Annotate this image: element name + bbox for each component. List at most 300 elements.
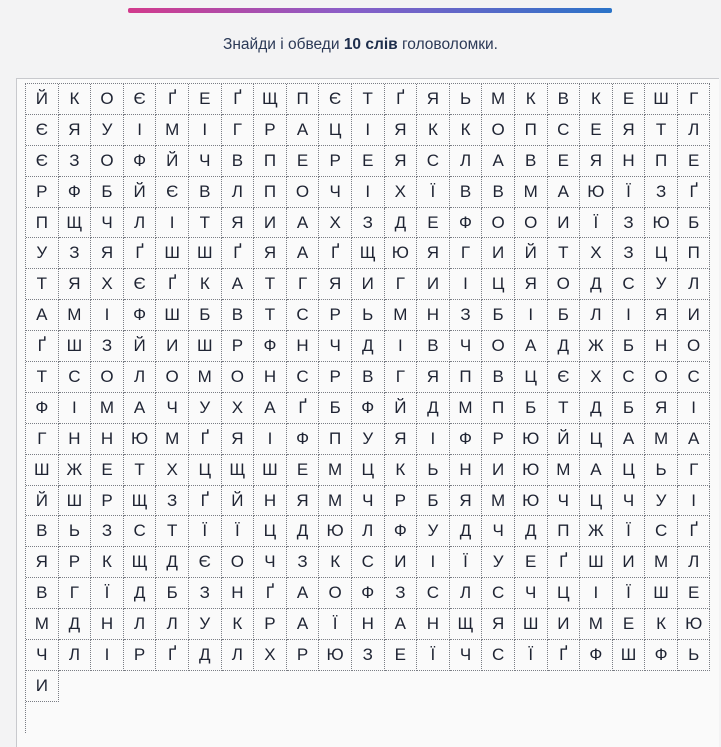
grid-cell[interactable]: Л	[124, 208, 157, 239]
grid-cell[interactable]: О	[156, 362, 189, 393]
grid-cell[interactable]: У	[189, 393, 222, 424]
grid-cell[interactable]: Ю	[678, 609, 711, 640]
grid-cell[interactable]: Г	[385, 269, 418, 300]
grid-cell[interactable]: Ч	[613, 486, 646, 517]
grid-cell[interactable]: С	[482, 640, 515, 671]
grid-cell[interactable]: И	[482, 238, 515, 269]
grid-cell[interactable]: Ю	[319, 516, 352, 547]
grid-cell[interactable]: А	[580, 455, 613, 486]
grid-cell[interactable]: Н	[254, 486, 287, 517]
grid-cell[interactable]: У	[189, 609, 222, 640]
grid-cell[interactable]: Ш	[59, 331, 92, 362]
grid-cell[interactable]: Ь	[352, 300, 385, 331]
grid-cell[interactable]: Ч	[156, 393, 189, 424]
grid-cell[interactable]: Я	[417, 362, 450, 393]
grid-cell[interactable]: Я	[222, 424, 255, 455]
grid-cell[interactable]: А	[287, 609, 320, 640]
grid-cell[interactable]: Б	[319, 393, 352, 424]
grid-cell[interactable]: І	[613, 300, 646, 331]
grid-cell[interactable]: Ї	[417, 640, 450, 671]
grid-cell[interactable]: Е	[613, 84, 646, 115]
grid-cell[interactable]: Ї	[515, 640, 548, 671]
grid-cell[interactable]: Ґ	[548, 640, 581, 671]
grid-cell[interactable]: К	[91, 547, 124, 578]
grid-cell[interactable]: І	[417, 424, 450, 455]
grid-cell[interactable]: Є	[548, 362, 581, 393]
grid-cell[interactable]: Е	[678, 146, 711, 177]
grid-cell[interactable]: Я	[645, 393, 678, 424]
grid-cell[interactable]: М	[645, 547, 678, 578]
grid-cell[interactable]: И	[613, 547, 646, 578]
grid-cell[interactable]: О	[678, 331, 711, 362]
grid-cell[interactable]: Я	[319, 269, 352, 300]
grid-cell[interactable]: Е	[287, 455, 320, 486]
grid-cell[interactable]: Ф	[450, 208, 483, 239]
grid-cell[interactable]: Ф	[450, 424, 483, 455]
grid-cell[interactable]: Х	[156, 455, 189, 486]
grid-cell[interactable]: А	[287, 578, 320, 609]
grid-cell[interactable]: О	[91, 146, 124, 177]
grid-cell[interactable]: Ц	[645, 238, 678, 269]
grid-cell[interactable]: Я	[385, 115, 418, 146]
grid-cell[interactable]: Ц	[254, 516, 287, 547]
grid-cell[interactable]: Х	[385, 177, 418, 208]
grid-cell[interactable]: Т	[254, 300, 287, 331]
grid-cell[interactable]: Л	[450, 146, 483, 177]
grid-cell[interactable]: Л	[580, 300, 613, 331]
grid-cell[interactable]: Ф	[645, 640, 678, 671]
grid-cell[interactable]: Д	[287, 516, 320, 547]
grid-cell[interactable]: Щ	[352, 238, 385, 269]
grid-cell[interactable]: Л	[352, 516, 385, 547]
grid-cell[interactable]: Ш	[580, 547, 613, 578]
grid-cell[interactable]: А	[678, 424, 711, 455]
grid-cell[interactable]: Н	[613, 146, 646, 177]
grid-cell[interactable]: В	[222, 146, 255, 177]
grid-cell[interactable]: Ґ	[222, 238, 255, 269]
grid-cell[interactable]: Я	[450, 486, 483, 517]
grid-cell[interactable]: Б	[482, 300, 515, 331]
grid-cell[interactable]: О	[515, 208, 548, 239]
grid-cell[interactable]: Є	[319, 84, 352, 115]
grid-cell[interactable]: Г	[678, 455, 711, 486]
grid-cell[interactable]: У	[352, 424, 385, 455]
grid-cell[interactable]: У	[645, 486, 678, 517]
grid-cell[interactable]: З	[287, 547, 320, 578]
grid-cell[interactable]: Ц	[548, 578, 581, 609]
grid-cell[interactable]: И	[482, 455, 515, 486]
grid-cell[interactable]: Р	[222, 331, 255, 362]
grid-cell[interactable]: П	[548, 516, 581, 547]
grid-cell[interactable]: Н	[417, 609, 450, 640]
grid-cell[interactable]: Ш	[613, 640, 646, 671]
grid-cell[interactable]: Р	[254, 115, 287, 146]
grid-cell[interactable]: Ш	[645, 578, 678, 609]
grid-cell[interactable]: Ш	[156, 300, 189, 331]
grid-cell[interactable]: Г	[222, 115, 255, 146]
grid-cell[interactable]: Ф	[26, 393, 59, 424]
grid-cell[interactable]: Е	[548, 146, 581, 177]
grid-cell[interactable]: О	[287, 177, 320, 208]
grid-cell[interactable]: К	[417, 115, 450, 146]
grid-cell[interactable]: О	[482, 208, 515, 239]
grid-cell[interactable]: Є	[26, 115, 59, 146]
grid-cell[interactable]: І	[91, 640, 124, 671]
grid-cell[interactable]: Р	[482, 424, 515, 455]
grid-cell[interactable]: Я	[26, 547, 59, 578]
grid-cell[interactable]: Л	[678, 269, 711, 300]
grid-cell[interactable]: Щ	[254, 84, 287, 115]
grid-cell[interactable]: У	[91, 115, 124, 146]
grid-cell[interactable]: Т	[156, 516, 189, 547]
grid-cell[interactable]: И	[385, 547, 418, 578]
grid-cell[interactable]: Ґ	[678, 516, 711, 547]
grid-cell[interactable]: П	[254, 146, 287, 177]
grid-cell[interactable]: С	[613, 362, 646, 393]
grid-cell[interactable]: Т	[548, 393, 581, 424]
grid-cell[interactable]: В	[482, 177, 515, 208]
grid-cell[interactable]: С	[352, 547, 385, 578]
grid-cell[interactable]: М	[645, 424, 678, 455]
grid-cell[interactable]: Х	[580, 362, 613, 393]
grid-cell[interactable]: А	[124, 393, 157, 424]
grid-cell[interactable]: Ї	[613, 516, 646, 547]
grid-cell[interactable]: У	[645, 269, 678, 300]
grid-cell[interactable]: Д	[385, 208, 418, 239]
grid-cell[interactable]: Р	[287, 640, 320, 671]
grid-cell[interactable]: Г	[678, 84, 711, 115]
grid-cell[interactable]: Х	[319, 208, 352, 239]
grid-cell[interactable]: Н	[352, 609, 385, 640]
grid-cell[interactable]: З	[385, 578, 418, 609]
grid-cell[interactable]: І	[124, 115, 157, 146]
grid-cell[interactable]: У	[26, 238, 59, 269]
grid-cell[interactable]: Й	[515, 238, 548, 269]
grid-cell[interactable]: В	[548, 84, 581, 115]
grid-cell[interactable]: З	[450, 300, 483, 331]
grid-cell[interactable]: Ш	[189, 331, 222, 362]
grid-cell[interactable]: П	[450, 362, 483, 393]
grid-cell[interactable]: І	[91, 300, 124, 331]
grid-cell[interactable]: П	[26, 208, 59, 239]
grid-cell[interactable]: Ї	[613, 177, 646, 208]
grid-cell[interactable]: Д	[450, 516, 483, 547]
grid-cell[interactable]: М	[580, 609, 613, 640]
grid-cell[interactable]: М	[450, 393, 483, 424]
grid-cell[interactable]: І	[189, 115, 222, 146]
grid-cell[interactable]: З	[352, 640, 385, 671]
grid-cell[interactable]: Д	[59, 609, 92, 640]
grid-cell[interactable]: З	[189, 578, 222, 609]
grid-cell[interactable]: Ц	[515, 362, 548, 393]
grid-cell[interactable]: Є	[156, 177, 189, 208]
grid-cell[interactable]: З	[352, 208, 385, 239]
grid-cell[interactable]: Б	[548, 300, 581, 331]
grid-cell[interactable]: Д	[417, 393, 450, 424]
grid-cell[interactable]: Є	[124, 269, 157, 300]
grid-cell[interactable]: Х	[91, 269, 124, 300]
grid-cell[interactable]: Б	[417, 486, 450, 517]
grid-cell[interactable]: М	[189, 362, 222, 393]
grid-cell[interactable]: Ь	[417, 455, 450, 486]
grid-cell[interactable]: З	[59, 146, 92, 177]
grid-cell[interactable]: С	[417, 146, 450, 177]
grid-cell[interactable]: М	[91, 393, 124, 424]
grid-cell[interactable]: К	[319, 547, 352, 578]
grid-cell[interactable]: С	[59, 362, 92, 393]
grid-cell[interactable]: Ц	[319, 115, 352, 146]
grid-cell[interactable]: Д	[352, 331, 385, 362]
grid-cell[interactable]: Л	[156, 609, 189, 640]
grid-cell[interactable]: Н	[254, 362, 287, 393]
grid-cell[interactable]: М	[548, 455, 581, 486]
grid-cell[interactable]: І	[580, 578, 613, 609]
grid-cell[interactable]: М	[385, 300, 418, 331]
grid-cell[interactable]: Є	[26, 146, 59, 177]
grid-cell[interactable]: О	[222, 362, 255, 393]
grid-cell[interactable]: Ю	[319, 640, 352, 671]
grid-cell[interactable]: Я	[482, 609, 515, 640]
grid-cell[interactable]: Й	[385, 393, 418, 424]
grid-cell[interactable]: Р	[254, 609, 287, 640]
grid-cell[interactable]: Ф	[254, 331, 287, 362]
grid-cell[interactable]: О	[482, 331, 515, 362]
grid-cell[interactable]: Ф	[124, 300, 157, 331]
grid-cell[interactable]: Д	[124, 578, 157, 609]
grid-cell[interactable]: И	[548, 609, 581, 640]
grid-cell[interactable]: Ч	[450, 331, 483, 362]
grid-cell[interactable]: Ц	[613, 455, 646, 486]
grid-cell[interactable]: Ф	[352, 393, 385, 424]
grid-cell[interactable]: Ч	[319, 331, 352, 362]
grid-cell[interactable]: Е	[417, 208, 450, 239]
grid-cell[interactable]: Я	[580, 146, 613, 177]
grid-cell[interactable]: Я	[287, 486, 320, 517]
grid-cell[interactable]: З	[613, 208, 646, 239]
grid-cell[interactable]: Б	[189, 300, 222, 331]
grid-cell[interactable]: Н	[287, 331, 320, 362]
grid-cell[interactable]: К	[189, 269, 222, 300]
grid-cell[interactable]: А	[482, 146, 515, 177]
grid-cell[interactable]: І	[59, 393, 92, 424]
grid-cell[interactable]: Д	[548, 331, 581, 362]
grid-cell[interactable]: М	[482, 84, 515, 115]
grid-cell[interactable]: Д	[189, 640, 222, 671]
grid-cell[interactable]: Р	[319, 146, 352, 177]
grid-cell[interactable]: Х	[254, 640, 287, 671]
grid-cell[interactable]: А	[222, 269, 255, 300]
grid-cell[interactable]: Ю	[515, 455, 548, 486]
grid-cell[interactable]: Ї	[222, 516, 255, 547]
grid-cell[interactable]: Г	[287, 269, 320, 300]
grid-cell[interactable]: Ж	[59, 455, 92, 486]
grid-cell[interactable]: Ц	[580, 486, 613, 517]
grid-cell[interactable]: Е	[189, 84, 222, 115]
grid-cell[interactable]: І	[352, 177, 385, 208]
grid-cell[interactable]: К	[385, 455, 418, 486]
grid-cell[interactable]: К	[580, 84, 613, 115]
grid-cell[interactable]: Ґ	[385, 84, 418, 115]
grid-cell[interactable]: Н	[59, 424, 92, 455]
grid-cell[interactable]: Е	[580, 115, 613, 146]
grid-cell[interactable]: О	[222, 547, 255, 578]
grid-cell[interactable]: Ч	[91, 208, 124, 239]
grid-cell[interactable]: Л	[124, 609, 157, 640]
grid-cell[interactable]: Ш	[645, 84, 678, 115]
grid-cell[interactable]: М	[319, 486, 352, 517]
grid-cell[interactable]: Д	[580, 269, 613, 300]
grid-cell[interactable]: П	[254, 177, 287, 208]
grid-cell[interactable]: Ч	[352, 486, 385, 517]
grid-cell[interactable]: С	[482, 578, 515, 609]
grid-cell[interactable]: М	[319, 455, 352, 486]
grid-cell[interactable]: К	[645, 609, 678, 640]
grid-cell[interactable]: Ш	[156, 238, 189, 269]
grid-cell[interactable]: Т	[645, 115, 678, 146]
grid-cell[interactable]: Ґ	[189, 486, 222, 517]
grid-cell[interactable]: Ґ	[26, 331, 59, 362]
grid-cell[interactable]: Ц	[189, 455, 222, 486]
grid-cell[interactable]: Д	[156, 547, 189, 578]
grid-cell[interactable]: Л	[222, 640, 255, 671]
grid-cell[interactable]: Й	[156, 146, 189, 177]
grid-cell[interactable]: Ї	[613, 578, 646, 609]
grid-cell[interactable]: Є	[124, 84, 157, 115]
grid-cell[interactable]: Я	[645, 300, 678, 331]
grid-cell[interactable]: Я	[91, 238, 124, 269]
grid-cell[interactable]: Ґ	[156, 640, 189, 671]
grid-cell[interactable]: Й	[26, 84, 59, 115]
grid-cell[interactable]: Д	[580, 393, 613, 424]
grid-cell[interactable]: Р	[124, 640, 157, 671]
grid-cell[interactable]: Й	[124, 177, 157, 208]
grid-cell[interactable]: Т	[352, 84, 385, 115]
grid-cell[interactable]: Ь	[450, 84, 483, 115]
grid-cell[interactable]: Л	[59, 640, 92, 671]
grid-cell[interactable]: Ґ	[156, 269, 189, 300]
grid-cell[interactable]: Ї	[319, 609, 352, 640]
grid-cell[interactable]: А	[515, 331, 548, 362]
grid-cell[interactable]: И	[254, 208, 287, 239]
grid-cell[interactable]: І	[450, 269, 483, 300]
grid-cell[interactable]: Г	[450, 238, 483, 269]
grid-cell[interactable]: Й	[548, 424, 581, 455]
grid-cell[interactable]: Я	[385, 146, 418, 177]
grid-cell[interactable]: Й	[222, 486, 255, 517]
grid-cell[interactable]: Б	[91, 177, 124, 208]
grid-cell[interactable]: М	[515, 177, 548, 208]
grid-cell[interactable]: Ю	[385, 238, 418, 269]
grid-cell[interactable]: Р	[319, 362, 352, 393]
grid-cell[interactable]: Ю	[645, 208, 678, 239]
grid-cell[interactable]: Щ	[59, 208, 92, 239]
grid-cell[interactable]: Щ	[450, 609, 483, 640]
grid-cell[interactable]: А	[385, 609, 418, 640]
grid-cell[interactable]: Р	[385, 486, 418, 517]
grid-cell[interactable]: Ю	[124, 424, 157, 455]
grid-cell[interactable]: Г	[26, 424, 59, 455]
grid-cell[interactable]: Й	[26, 486, 59, 517]
grid-cell[interactable]: Р	[26, 177, 59, 208]
grid-cell[interactable]: Я	[385, 424, 418, 455]
grid-cell[interactable]: В	[482, 362, 515, 393]
grid-cell[interactable]: Ч	[515, 578, 548, 609]
grid-cell[interactable]: І	[352, 115, 385, 146]
grid-cell[interactable]: Ч	[450, 640, 483, 671]
grid-cell[interactable]: Ї	[450, 547, 483, 578]
grid-cell[interactable]: Ь	[678, 640, 711, 671]
grid-cell[interactable]: Н	[222, 578, 255, 609]
grid-cell[interactable]: Ф	[580, 640, 613, 671]
grid-cell[interactable]: Ї	[580, 208, 613, 239]
grid-cell[interactable]: Ф	[352, 578, 385, 609]
grid-cell[interactable]: Л	[124, 362, 157, 393]
grid-cell[interactable]: Т	[548, 238, 581, 269]
grid-cell[interactable]: В	[352, 362, 385, 393]
grid-cell[interactable]: Ц	[482, 269, 515, 300]
grid-cell[interactable]: С	[613, 269, 646, 300]
grid-cell[interactable]: Н	[645, 331, 678, 362]
grid-cell[interactable]: Ґ	[156, 84, 189, 115]
grid-cell[interactable]: Е	[352, 146, 385, 177]
grid-cell[interactable]: Ґ	[548, 547, 581, 578]
grid-cell[interactable]: І	[385, 331, 418, 362]
grid-cell[interactable]: І	[515, 300, 548, 331]
grid-cell[interactable]: О	[645, 362, 678, 393]
grid-cell[interactable]: Н	[91, 609, 124, 640]
grid-cell[interactable]: И	[678, 300, 711, 331]
grid-cell[interactable]: Ґ	[254, 578, 287, 609]
grid-cell[interactable]: Ґ	[189, 424, 222, 455]
grid-cell[interactable]: Ш	[189, 238, 222, 269]
grid-cell[interactable]: І	[417, 547, 450, 578]
grid-cell[interactable]: Я	[613, 115, 646, 146]
grid-cell[interactable]: А	[548, 177, 581, 208]
grid-cell[interactable]: Ї	[91, 578, 124, 609]
grid-cell[interactable]: Ї	[189, 516, 222, 547]
grid-cell[interactable]: Ч	[26, 640, 59, 671]
grid-cell[interactable]: І	[678, 393, 711, 424]
grid-cell[interactable]: Б	[613, 393, 646, 424]
grid-cell[interactable]: М	[156, 115, 189, 146]
grid-cell[interactable]: Ю	[515, 486, 548, 517]
grid-cell[interactable]: И	[548, 208, 581, 239]
grid-cell[interactable]: Ґ	[287, 393, 320, 424]
grid-cell[interactable]: Ґ	[222, 84, 255, 115]
grid-cell[interactable]: Ж	[580, 516, 613, 547]
grid-cell[interactable]: Н	[450, 455, 483, 486]
grid-cell[interactable]: Ф	[287, 424, 320, 455]
grid-cell[interactable]: Я	[515, 269, 548, 300]
grid-cell[interactable]: Л	[222, 177, 255, 208]
grid-cell[interactable]: С	[417, 578, 450, 609]
grid-cell[interactable]: Е	[287, 146, 320, 177]
grid-cell[interactable]: Я	[59, 269, 92, 300]
grid-cell[interactable]: Ш	[254, 455, 287, 486]
grid-cell[interactable]: Б	[613, 331, 646, 362]
grid-cell[interactable]: Х	[222, 393, 255, 424]
grid-cell[interactable]: М	[482, 486, 515, 517]
grid-cell[interactable]: С	[124, 516, 157, 547]
grid-cell[interactable]: Г	[59, 578, 92, 609]
grid-cell[interactable]: Й	[124, 331, 157, 362]
grid-cell[interactable]: Я	[59, 115, 92, 146]
grid-cell[interactable]: В	[450, 177, 483, 208]
grid-cell[interactable]: Я	[417, 84, 450, 115]
grid-cell[interactable]: З	[156, 486, 189, 517]
grid-cell[interactable]: П	[645, 146, 678, 177]
grid-cell[interactable]: П	[482, 393, 515, 424]
